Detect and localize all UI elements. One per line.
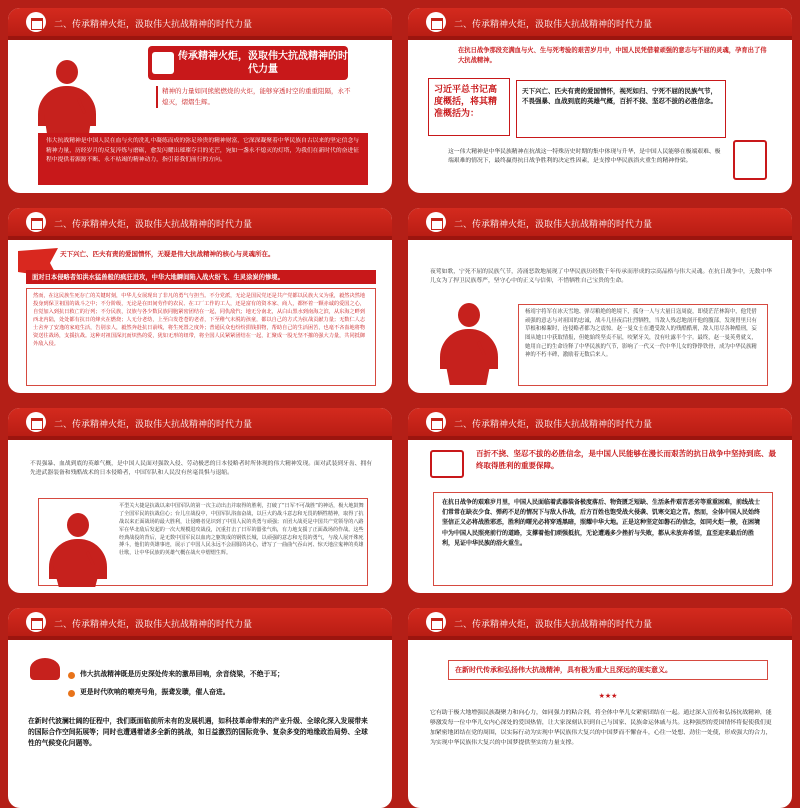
book-icon (426, 212, 446, 232)
document-icon (733, 140, 767, 180)
book-icon (426, 12, 446, 32)
top-text: 不畏强暴、血战到底的英雄气概，是中国人民面对强敌入侵、劳动极恶的日本侵略者时所体现的伟大精神发现。面对武装到牙齿、拥有先进武器装备和残酷战术的日本侵略者，中国军队和人民没有丝毫畏惧与退缩。 (30, 461, 373, 476)
body-box (26, 288, 376, 386)
slide-6 (408, 408, 792, 593)
slide-3 (8, 208, 392, 393)
book-icon (426, 412, 446, 432)
slide-header-bar (408, 8, 792, 40)
slide-header-bar (8, 408, 392, 440)
book-icon (26, 12, 46, 32)
decoration-stars: ★★★ (598, 692, 618, 700)
body-panel (38, 133, 368, 185)
speaker-illustration (47, 513, 107, 583)
slide-header-bar (408, 608, 792, 640)
book-icon (26, 412, 46, 432)
label-box (428, 78, 510, 136)
slide-header-title: 二、传承精神火炬，汲取伟大抗战精神的时代力量 (54, 620, 253, 630)
body-text: 在新时代波澜壮阔的征程中，我们既面临前所未有的发展机遇，如科技革命带来的产业升级、全球化深入发展带来的国际合作空间拓展等；同时也遭遇着诸多全新的挑战，如日益激烈的国际竞争、复杂多变的地缘政治局势、全球性的气候变化问题等。 (28, 717, 368, 748)
slide-5 (8, 408, 392, 593)
body-text: 这一伟大精神是中华民族精神在抗战这一特殊历史时期的集中体现与升华，是中国人民能够在极端艰难、极端艰难的情况下，最终赢得抗日战争胜利的决定性因素，是支撑中华民族浴火重生的精神脊梁。 (448, 149, 721, 165)
group-icon (30, 658, 60, 680)
illustration-panel (38, 498, 368, 586)
slide-header-bar (8, 8, 392, 40)
quote-box (516, 80, 726, 138)
slide-7 (8, 608, 392, 808)
highlight-text: 面对日本侵略者如洪水猛兽般的疯狂进攻，中华大地瞬间陷入战火纷飞、生灵涂炭的惨境。 (32, 274, 284, 281)
slide-header-title: 二、传承精神火炬，汲取伟大抗战精神的时代力量 (54, 20, 253, 30)
body-text: 平型关大捷是抗战以来中国军队的第一次主动出击并取得的胜利，打破了“日军不可战胜”的神话，极大地鼓舞了全国军民的抗战信心；台儿庄战役中，中国军队浴血奋战，以巨大的战斗意志和无畏的牺牲精神，取得了抗战以来正面战场的最大胜利，让侵略者见识到了中国人民的英勇与顽强；百团大战更是中国共产党领导的八路军在华北敌后发起的一次大规模进攻战役，沉重打击了日军的嚣张气焰，有力地支援了正面战场的作战。这些经典战役的背后，是无数中国军民以血肉之躯筑成的钢铁长城，以顽强的意志和无畏的勇气，与敌人展开殊死搏斗，他们的英雄事迹，展示了中国人民永远不会屈服的决心，谱写了一曲曲气吞山河、惊天地泣鬼神的英雄壮歌，让中华民族的英雄气概在战火中熠熠生辉。 (119, 503, 364, 557)
book-icon (26, 612, 46, 632)
slide-header-title: 二、传承精神火炬，汲取伟大抗战精神的时代力量 (54, 420, 253, 430)
body-text: 然而，在这民族生死存亡的关键时刻，中华儿女展现出了非凡的勇气与担当。不分党派，无论是国民党还是共产党都以民族大义为重，毅然决然地投身到保卫祖国的战斗之中；不分阶级，无论是在田间劳作的农民、在工厂工作的工人，还是富有的资本家、商人，都怀着一颗赤诚的爱国之心，自觉加入到抗日救亡的行列；不分民族，汉族与各少数民族同胞紧密团结在一起，同仇敌忾；地无分南北，从白山黑水到南海之滨，从东海之畔到西北内陆，处处都有抗日的烽火在燃烧；人无分老幼，上至白发苍苍的老者，下至稚气未脱的孩童，都以自己的方式为抗战贡献力量；无数仁人志士舍弃了安逸的家庭生活，告别亲人，毅然奔赴抗日前线，将生死置之度外；普通民众也纷纷捐钱捐物，帮助自己的生活困苦，也毫不吝啬地将物资送往战场，支援抗战。这种对祖国深沉而炽热的爱，犹如无形的纽带，将全国人民紧紧团结在一起，汇聚成一股无坚不摧的强大力量，共同抵御外敌入侵。 (33, 293, 366, 348)
slide-header-bar (8, 608, 392, 640)
point-2: 更是时代吹响的嘹亮号角，振聋发聩，催人奋进。 (80, 688, 230, 696)
slide-header-title: 二、传承精神火炬，汲取伟大抗战精神的时代力量 (54, 220, 253, 230)
slide-header-bar (408, 208, 792, 240)
top-text: 夜莺如歌，宁死不屈的民族气节，涛涌恶敌地展现了中华民族历经数千年传承而形成的宗高品格与伟大灵魂。在抗日战争中，无数中华儿女为了捍卫民族尊严，坚守心中的正义与信仰，不惜牺牲自己宝贵的生命。 (430, 269, 773, 284)
quote-text: 天下兴亡、匹夫有责的爱国情怀，视死如归、宁死不屈的民族气节，不畏强暴、血战到底的英雄气概，百折不挠、坚忍不拔的必胜信念。 (522, 87, 717, 106)
heading-box (148, 46, 348, 80)
body-text: 杨靖宇将军在冰天雪地、弹尽粮绝的绝境下，孤身一人与大量日寇周旋，即使茫茫林海中，他凭借顽强的意志与对祖国的忠诚，战斗几昼夜后壮烈牺牲，当敌人残忍地剖开他的腹部，发现胃里只有草根和棉絮时，连侵略者都为之震惊。赵一曼女士在遭受敌人的残酷酷刑，敌人用尽各种酷刑，妄图从她口中获取情报，但她始终坚贞不屈，咬紧牙关，没有吐露半个字。最终，赵一曼英勇就义，她用自己的生命诠释了中华民族的气节，影响了一代又一代中华儿女的铮铮铁骨，成为中华民族精神的不朽丰碑，激励着无数后来人。 (525, 309, 757, 359)
speaker-illustration (438, 303, 498, 373)
heading-text: 百折不挠、坚忍不拔的必胜信念，是中国人民能够在漫长而艰苦的抗日战争中坚持到底、最终取得胜利的重要保障。 (476, 449, 776, 470)
heading-text: 传承精神火炬，汲取伟大抗战精神的时代力量 (178, 51, 348, 75)
slide-header-bar (8, 208, 392, 240)
quote-text: 精神的力量如同熊熊燃烧的火炬，能够穿透时空的重重阻隔，永不熄灭，熠熠生辉。 (156, 86, 356, 108)
heading-text: 在新时代传承和弘扬伟大抗战精神，具有极为重大且深远的现实意义。 (455, 666, 672, 674)
highlight-bar (26, 270, 376, 284)
point-1: 伟大抗战精神既是历史深处传来的激昂回响，余音绕梁，不绝于耳； (80, 670, 284, 678)
heading-text: 天下兴亡、匹夫有责的爱国情怀，无疑是伟大抗战精神的核心与灵魂所在。 (60, 250, 275, 258)
slide-header-title: 二、传承精神火炬，汲取伟大抗战精神的时代力量 (454, 20, 653, 30)
book-icon (26, 212, 46, 232)
slide-4 (408, 208, 792, 393)
label-text: 习近平总书记高度概括，将其精准概括为： (434, 85, 498, 120)
slide-1 (8, 8, 392, 193)
body-text: 伟大抗战精神是中国人民在血与火的洗礼中凝练而成的弥足珍贵的精神财富，它深深凝聚着中华民族自古以来的坚定信念与精神力量，历经岁月的反复淬炼与磨砺，愈发闪耀出璀璨夺目的光芒，宛如一盏永不熄灭的灯塔，为我们在新时代的奋进征程中提供着源源不断、永不枯竭的精神动力，指引着我们前行的方向。 (46, 138, 360, 164)
slide-8 (408, 608, 792, 808)
body-box (518, 304, 768, 386)
intro-text: 在抗日战争那段充满血与火、生与死考验的艰苦岁月中，中国人民凭借着顽强的意志与不屈的灵魂，孕育出了伟大抗战精神。 (458, 47, 767, 65)
heading-box (448, 660, 768, 680)
speaker-illustration (28, 56, 108, 136)
slide-header-title: 二、传承精神火炬，汲取伟大抗战精神的时代力量 (454, 620, 653, 630)
body-text: 它有助于极大地增强民族凝聚力和向心力，如同强力的粘合剂，将全体中华儿女紧密团结在一起。通过深入宣传和弘扬抗战精神，能够激发每一位中华儿女内心深处的爱国热情，让大家深刻认识到自己与国家、民族命运休戚与共。这种强烈的爱国情怀将促使我们更加紧密地团结在党的周围，以实际行动为实现中华民族伟大复兴的中国梦而不懈奋斗，心往一处想、劲往一处使，形成强大的合力，为实现中华民族伟大复兴的中国梦提供坚实的力量支撑。 (430, 710, 772, 747)
book-icon (426, 612, 446, 632)
body-text: 在抗日战争的艰难岁月里，中国人民面临着武器装备极度落后、物资匮乏短缺、生活条件艰苦恶劣等重重困难，前线战士们常常在缺衣少食、弹药不足的情况下与敌人作战，后方百姓也饱受战火侵袭、饥寒交迫之苦。然而，全体中国人民始终坚信正义必将战胜邪恶，胜利的曙光必将穿透黑暗，照耀中华大地。正是这种坚定如磐石的信念，如同火炬一般，在困境中为中国人民照亮前行的道路，支撑着他们顽强抵抗，无论遭遇多少挫折与失败，都从未放弃希望，直至迎来最后的胜利，见证中华民族的浴火重生。 (442, 499, 761, 547)
book-icon (152, 52, 174, 74)
slide-header-title: 二、传承精神火炬，汲取伟大抗战精神的时代力量 (454, 220, 653, 230)
bullet-1-dot (68, 672, 75, 679)
slide-header-bar (408, 408, 792, 440)
slide-2 (408, 8, 792, 193)
slide-header-title: 二、传承精神火炬，汲取伟大抗战精神的时代力量 (454, 420, 653, 430)
body-box (433, 492, 773, 586)
bullet-2-dot (68, 690, 75, 697)
book-icon (430, 450, 464, 478)
